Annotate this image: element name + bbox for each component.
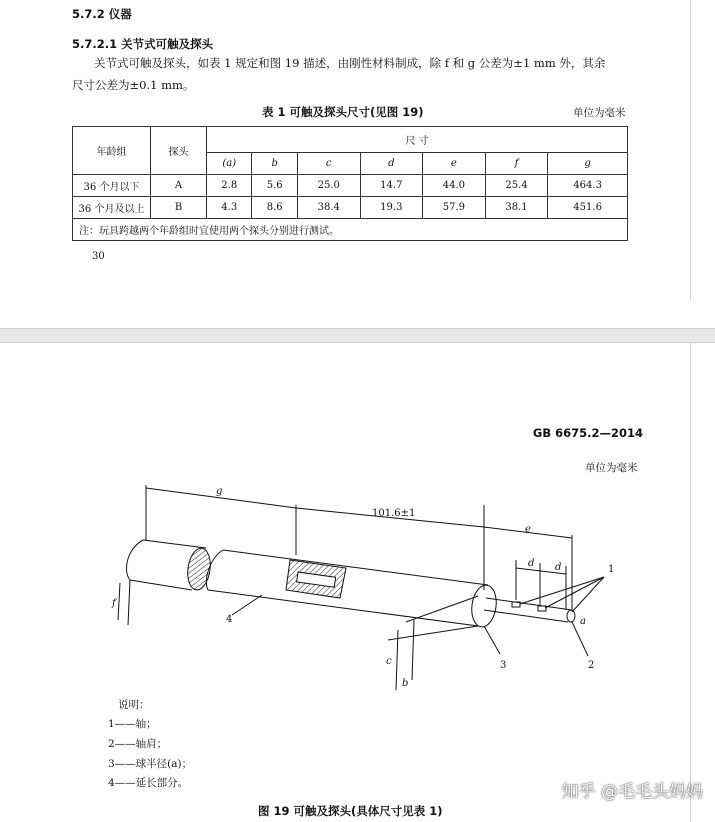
column-header: d — [360, 153, 423, 175]
value-cell: 14.7 — [360, 175, 423, 197]
legend-item: 4——延长部分。 — [108, 777, 189, 789]
column-header: b — [252, 153, 297, 175]
table-header-row — [73, 127, 628, 153]
value-cell: 2.8 — [207, 175, 252, 197]
column-header: e — [423, 153, 486, 175]
page-edge-line — [690, 0, 691, 300]
subsection-heading: 5.7.2.1 关节式可触及探头 — [72, 37, 214, 51]
header-probe: 探头 — [151, 127, 207, 175]
table-row — [73, 175, 628, 197]
value-cell: 8.6 — [252, 197, 297, 219]
legend-item: 2——轴肩； — [108, 738, 168, 750]
label-d1: d — [528, 558, 535, 569]
value-cell: 25.4 — [485, 175, 548, 197]
page-number: 30 — [92, 251, 105, 262]
probe-shaft — [484, 598, 575, 622]
value-cell: 451.6 — [548, 197, 628, 219]
dimension-b-c-lines — [388, 596, 478, 690]
dimension-f-line — [118, 580, 130, 625]
value-cell: 38.4 — [297, 197, 360, 219]
table-row — [73, 197, 628, 219]
age-cell: 36 个月及以上 — [73, 197, 151, 219]
header-age-group: 年龄组 — [73, 127, 151, 175]
watermark: 知乎 @毛毛头妈妈 — [561, 782, 703, 802]
label-n2: 2 — [588, 660, 595, 671]
header-dimensions: 尺 寸 — [207, 127, 628, 153]
probe-body — [206, 550, 498, 628]
label-101: 101.6±1 — [372, 508, 416, 519]
column-header: (a) — [207, 153, 252, 175]
legend-title: 说明： — [118, 699, 150, 711]
value-cell: 5.6 — [252, 175, 297, 197]
label-c: c — [386, 656, 392, 667]
document-id: GB 6675.2—2014 — [532, 426, 643, 440]
label-e: e — [525, 524, 531, 535]
value-cell: 25.0 — [297, 175, 360, 197]
figure-unit: 单位为毫米 — [585, 462, 638, 474]
table-caption: 表 1 可触及探头尺寸(见图 19) — [262, 105, 424, 119]
column-header: g — [548, 153, 628, 175]
figure-caption: 图 19 可触及探头(具体尺寸见表 1) — [258, 804, 443, 818]
value-cell: 4.3 — [207, 197, 252, 219]
column-header: f — [485, 153, 548, 175]
table-note-row — [73, 219, 628, 241]
label-f: f — [112, 598, 116, 609]
value-cell: 464.3 — [548, 175, 628, 197]
table-unit: 单位为毫米 — [573, 107, 626, 119]
label-n1: 1 — [608, 564, 615, 575]
extension-segment — [126, 540, 212, 591]
column-header: c — [297, 153, 360, 175]
table-note: 注：玩具跨越两个年龄组时宜使用两个探头分别进行测试。 — [73, 219, 628, 241]
value-cell: 57.9 — [423, 197, 486, 219]
probe-drawing — [0, 470, 715, 700]
value-cell: 19.3 — [360, 197, 423, 219]
legend-item: 1——轴； — [108, 718, 157, 730]
label-n3: 3 — [500, 660, 507, 671]
label-n4: 4 — [226, 614, 233, 625]
value-cell: 44.0 — [423, 175, 486, 197]
legend-item: 3——球半径(a)； — [108, 758, 193, 770]
document-page-top — [0, 0, 715, 329]
probe-cell: A — [151, 175, 207, 197]
label-d2: d — [555, 562, 562, 573]
value-cell: 38.1 — [485, 197, 548, 219]
age-cell: 36 个月以下 — [73, 175, 151, 197]
paragraph-line-1: 关节式可触及探头，如表 1 规定和图 19 描述，由刚性材料制成，除 f 和 g 公差为±1 mm 外，其余 — [94, 56, 606, 70]
probe-cell: B — [151, 197, 207, 219]
dimension-table — [72, 126, 628, 241]
paragraph-line-2: 尺寸公差为±0.1 mm。 — [72, 78, 195, 92]
section-heading: 5.7.2 仪器 — [72, 7, 132, 21]
label-b: b — [402, 678, 409, 689]
label-g: g — [216, 486, 223, 497]
label-a: a — [580, 616, 586, 627]
